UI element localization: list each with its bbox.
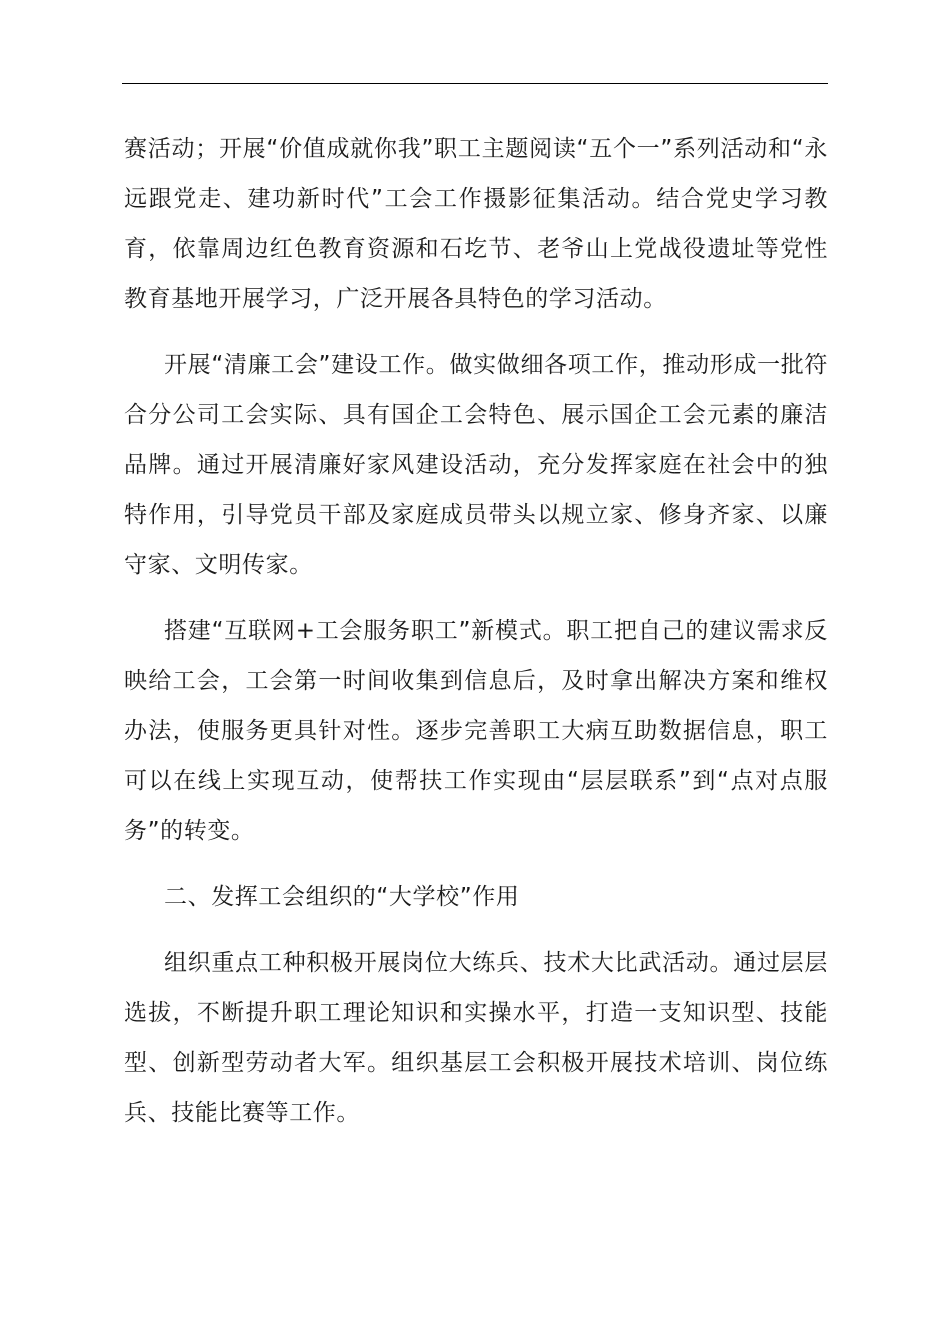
header-rule bbox=[122, 83, 828, 84]
paragraph-clean-union: 开展“清廉工会”建设工作。做实做细各项工作，推动形成一批符合分公司工会实际、具有国企工会特色、展示国企工会元素的廉洁品牌。通过开展清廉好家风建设活动，充分发挥家庭在社会中的独特作用，引导党员干部及家庭成员带头以规立家、修身齐家、以廉守家、文明传家。 bbox=[124, 352, 828, 578]
paragraph-skills-training: 组织重点工种积极开展岗位大练兵、技术大比武活动。通过层层选拔，不断提升职工理论知识和实操水平，打造一支知识型、技能型、创新型劳动者大军。组织基层工会积极开展技术培训、岗位练兵、技能比赛等工作。 bbox=[124, 950, 828, 1126]
section-heading: 二、发挥工会组织的“大学校”作用 bbox=[164, 884, 520, 910]
paragraph-continued: 赛活动；开展“价值成就你我”职工主题阅读“五个一”系列活动和“永远跟党走、建功新时代”工会工作摄影征集活动。结合党史学习教育，依靠周边红色教育资源和石圪节、老爷山上党战役遗址等党性教育基地开展学习，广泛开展各具特色的学习活动。 bbox=[124, 136, 828, 312]
paragraph-internet-service: 搭建“互联网+工会服务职工”新模式。职工把自己的建议需求反映给工会，工会第一时间收集到信息后，及时拿出解决方案和维权办法，使服务更具针对性。逐步完善职工大病互助数据信息，职工可以在线上实现互动，使帮扶工作实现由“层层联系”到“点对点服务”的转变。 bbox=[124, 618, 828, 844]
document-body bbox=[124, 124, 828, 1154]
